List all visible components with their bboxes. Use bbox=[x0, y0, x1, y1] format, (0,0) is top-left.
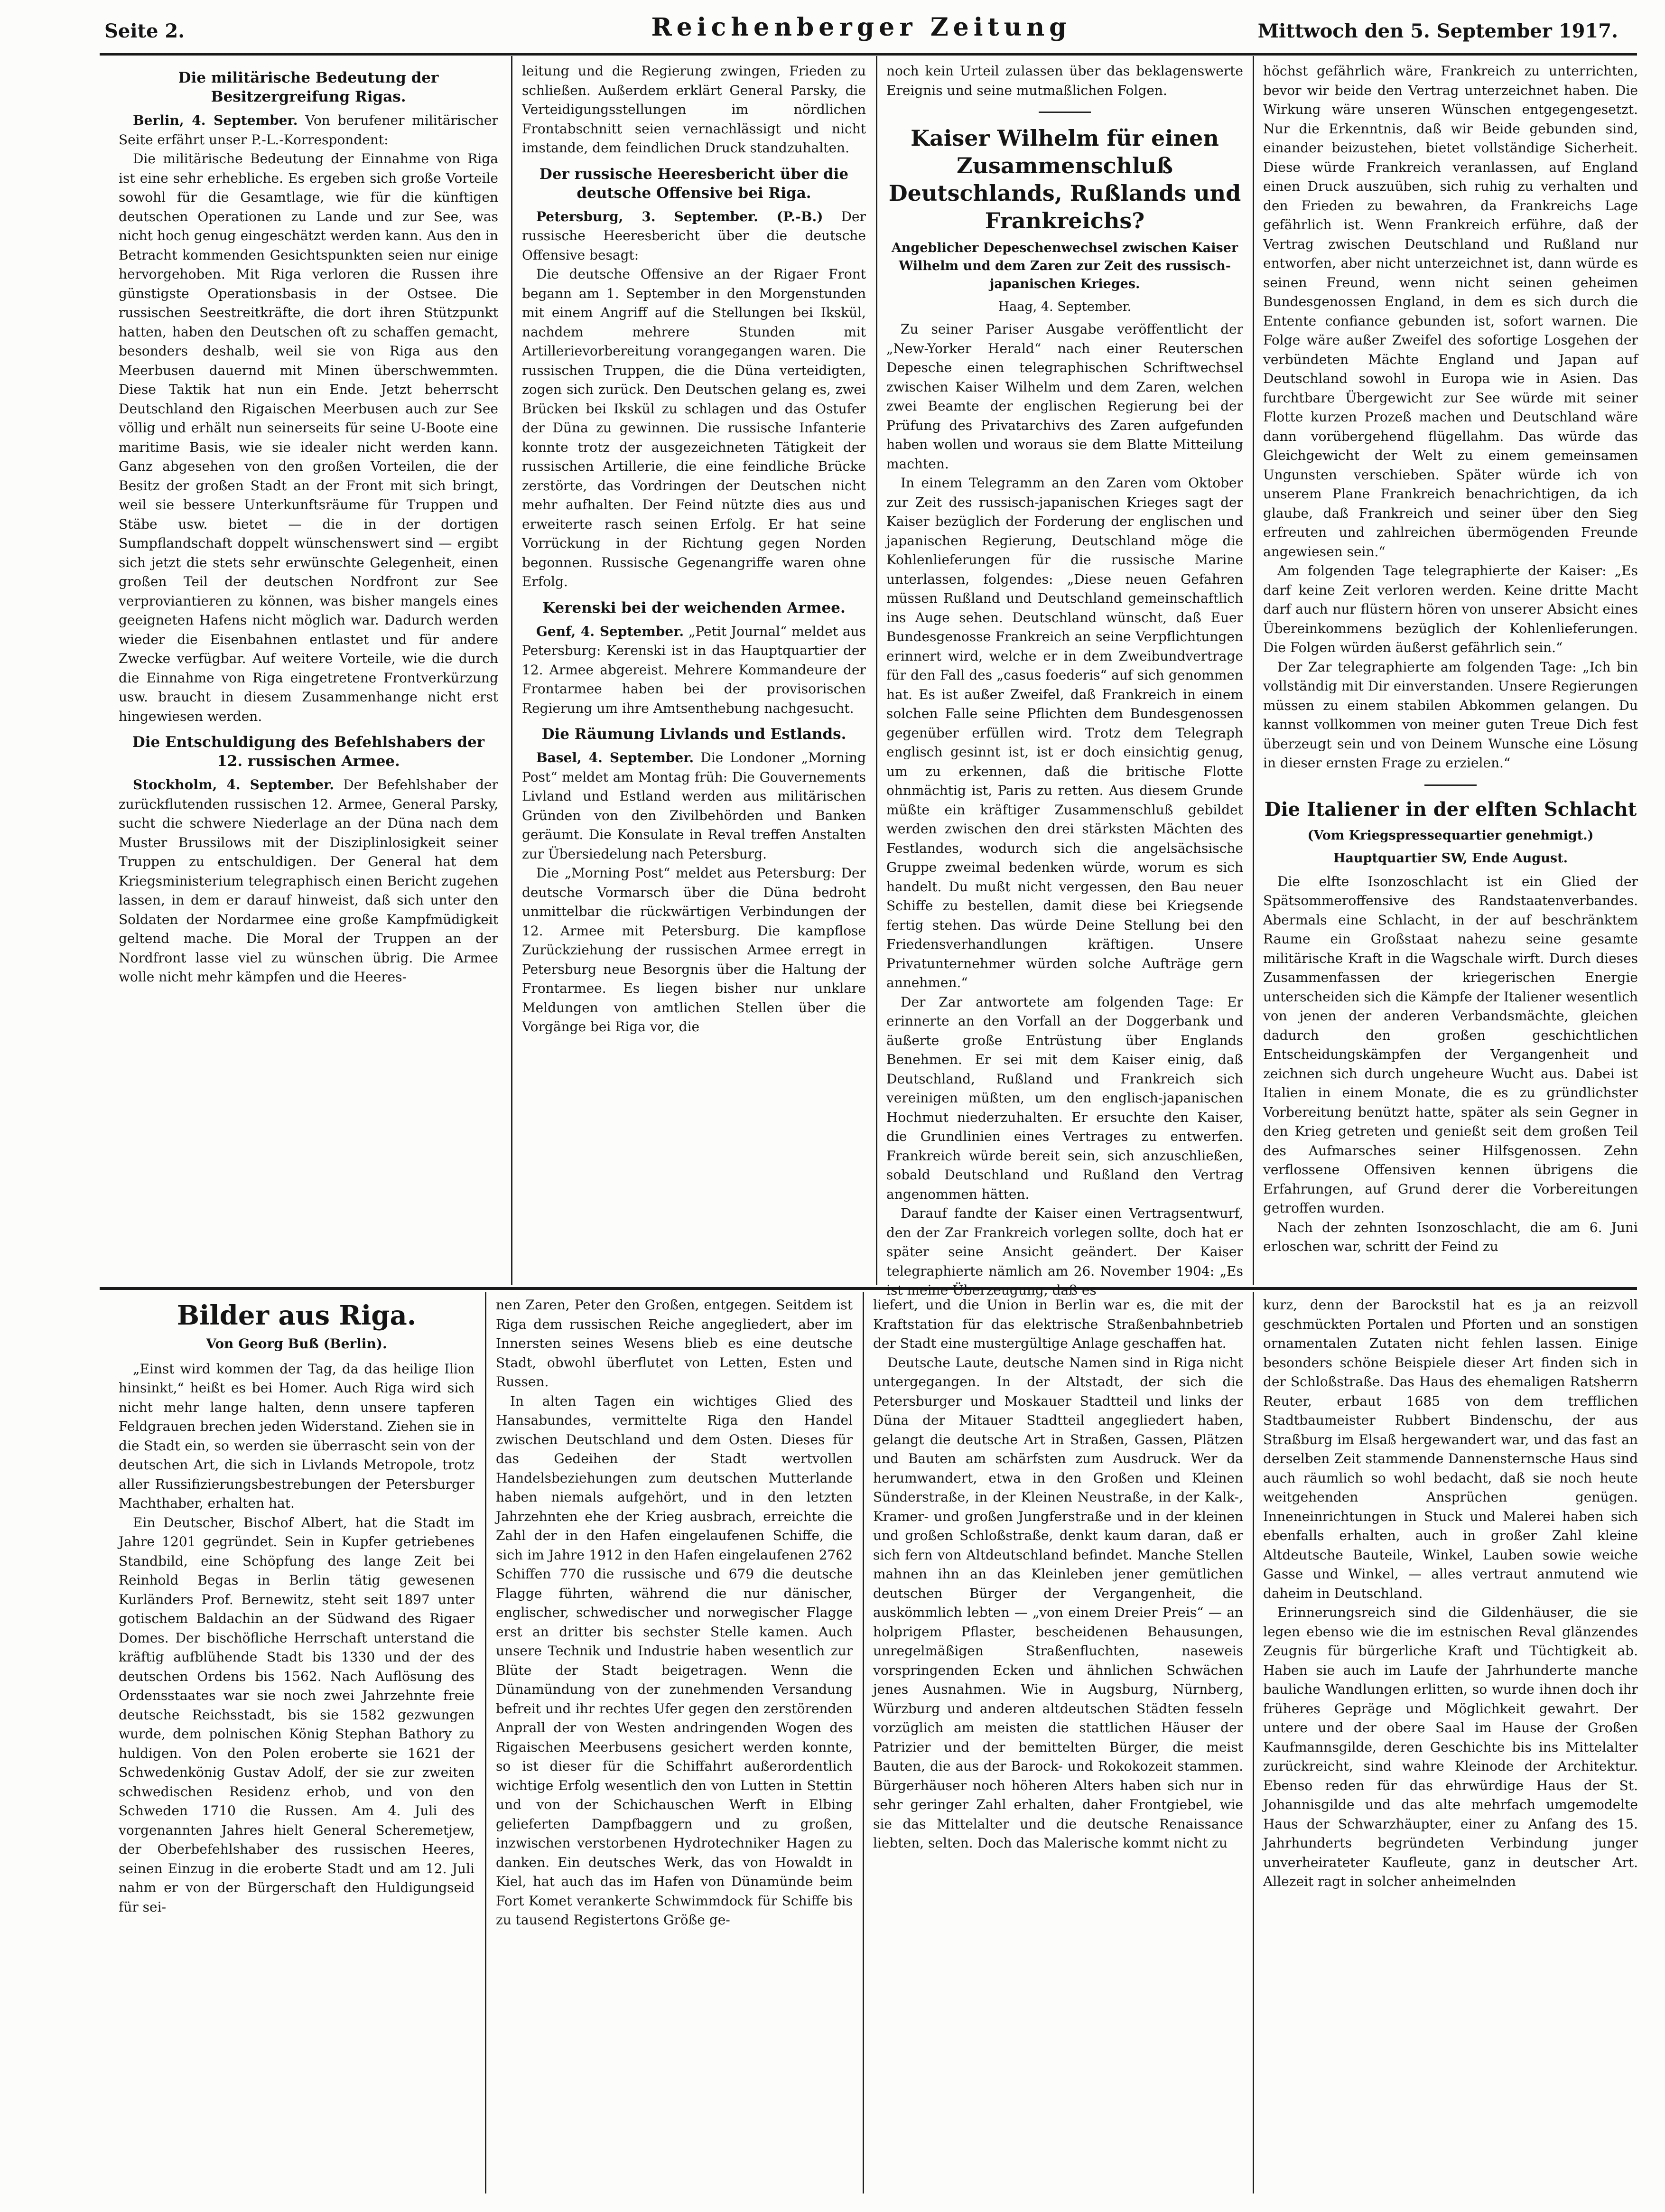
article-headline: Die militärische Bedeutung der Besitzergreifung Rigas. bbox=[178, 69, 439, 105]
dateline: Genf, 4. September. bbox=[536, 623, 684, 639]
article-text: Die Londoner „Morning Post“ meldet am Montag früh: Die Gouvernements Livland und Estland werden aus militärischen Gründen von den Zivilbehörden und Banken geräumt. Die Konsulate in Reval treffen Anstalten zur Übersiedelung nach Petersburg. bbox=[522, 750, 866, 862]
column-rule bbox=[1253, 56, 1254, 1285]
section-separator bbox=[1039, 112, 1091, 113]
column-4 bbox=[1263, 62, 1638, 1281]
article-text: Von berufener militärischer Seite erfährt unser P.-L.-Korrespondent: bbox=[119, 112, 499, 148]
feuilleton-author: Von Georg Buß (Berlin). bbox=[206, 1336, 387, 1352]
paper-name: Reichenberger Zeitung bbox=[651, 13, 1071, 42]
article-text: liefert, und die Union in Berlin war es, die mit der Kraftstation für das elektrische Straßenbahnbetrieb der Stadt eine mustergültige Anlage geschaffen hat. bbox=[873, 1297, 1243, 1351]
dateline: Petersburg, 3. September. (P.-B.) bbox=[536, 208, 823, 224]
dateline: Stockholm, 4. September. bbox=[133, 777, 334, 793]
feuilleton-rule bbox=[100, 1287, 1637, 1290]
dateline: Berlin, 4. September. bbox=[133, 112, 298, 128]
masthead-rule bbox=[100, 53, 1637, 56]
article-text: Die elfte Isonzoschlacht ist ein Glied der Spätsommeroffensive des Randstaatenverbandes. Abermals eine Schlacht, in der auf beschränktem Raume ein Großstaat nahezu seine gesamte militärische Kraft in die Wagschale wirft. Durch dieses Zusammenfassen der kriegerischen Energie unterscheiden sich die Kämpfe der Italiener wesentlich von jenen der anderen Verbandsmächte, gleichen dadurch den großen geschichtlichen Entscheidungskämpfen der Vergangenheit und zeichnen sich durch ungeheure Wucht aus. Dabei ist Italien in einem Monate, die es zu gründlichster Vorbereitung benützt hatte, später als sein Gegner in den Krieg getreten und genießt seit dem großen Teil des Aufmarsches seiner Hilfsgenossen. Zehn verflossene Offensiven kennen übrigens die Erfahrungen, auf Grund derer die Vorbereitungen getroffen wurden. bbox=[1263, 873, 1638, 1216]
article-headline: Kaiser Wilhelm für einen Zusammenschluß Deutschlands, Rußlands und Frankreichs? bbox=[888, 125, 1241, 233]
article-text: Nach der zehnten Isonzoschlacht, die am 6. Juni erloschen war, schritt der Feind zu bbox=[1263, 1219, 1638, 1254]
article-text: leitung und die Regierung zwingen, Frieden zu schließen. Außerdem erklärt General Parsky, die Verteidigungsstellungen im nördlichen Frontabschnitt seien vernachlässigt und nicht imstande, dem feindlichen Druck standzuhalten. bbox=[522, 63, 866, 156]
article-text: Deutsche Laute, deutsche Namen sind in Riga nicht untergegangen. In der Altstadt, der sich die Petersburger und Moskauer Stadtteil und links der Düna der Mitauer Stadtteil angegliedert haben, gelangt die deutsche Art in Straßen, Gassen, Plätzen und Bauten am schärfsten zum Ausdruck. Wer da herumwandert, etwa in den Großen und Kleinen Sünderstraße, in der Kleinen Neustraße, in der Kalk-, Kramer- und großen Jungferstraße und in der kleinen und großen Schloßstraße, denkt kaum daran, daß er sich fern von Altdeutschland befindet. Manche Stellen mahnen ihn an das Kleinleben jener gemütlichen deutschen Bürger der Vergangenheit, die auskömmlich lebten — „von einem Dreier Preis“ — an holprigem Pflaster, bescheidenen Behausungen, unregelmäßigen Straßenfluchten, naseweis vorspringenden Ecken und ähnlichen Schwächen jenes Ausnahmen. Wie in Augsburg, Nürnberg, Würzburg und anderen altdeutschen Städten fesseln vorzüglich am meisten die stattlichen Häuser der Patrizier und der bemittelten Bürger, die meist Bauten, die aus der Barock- und Rokokozeit stammen. Bürgerhäuser noch höheren Alters haben sich nur in sehr geringer Zahl erhalten, daher Frontgiebel, wie sie das Mittelalter und die deutsche Renaissance liebten, selten. Doch das Malerische kommt nicht zu bbox=[873, 1354, 1243, 1851]
article-text: Die „Morning Post“ meldet aus Petersburg: Der deutsche Vormarsch über die Düna bedroht unmittelbar die rückwärtigen Verbindungen der 12. Armee mit Petersburg. Die kampflose Zurückziehung der russischen Armee erregt in Petersburg neue Besorgnis über die Haltung der Frontarmee. Es liegen bisher nur unklare Meldungen von amtlichen Stellen über die Vorgänge bei Riga vor, die bbox=[522, 865, 866, 1035]
article-text: „Petit Journal“ meldet aus Petersburg: Kerenski ist in das Hauptquartier der 12. Armee abgereist. Mehrere Kommandeure der Frontarmee haben bei der provisorischen Regierung um ihre Amtsenthebung nachgesucht. bbox=[522, 623, 866, 716]
issue-date: Mittwoch den 5. September 1917. bbox=[1257, 20, 1618, 42]
article-text: nen Zaren, Peter den Großen, entgegen. Seitdem ist Riga dem russischen Reiche angegliedert, aber im Innersten seines Wesens blieb es eine deutsche Stadt, obwohl überflutet von Letten, Esten und Russen. bbox=[496, 1297, 853, 1390]
article-text: Der Befehlshaber der zurückflutenden russischen 12. Armee, General Parsky, sucht die schwere Niederlage an der Düna nach dem Muster Brussilows mit der Disziplinlosigkeit seiner Truppen zu entschuldigen. Der General hat dem Kriegsministerium telegraphisch einen Bericht zugehen lassen, in dem er darauf hinweist, daß sich unter den Soldaten der Nordarmee eine große Kampfmüdigkeit geltend mache. Die Moral der Truppen an der Nordfront lasse viel zu wünschen übrig. Die Armee wolle nicht mehr kämpfen und die Heeres- bbox=[119, 777, 498, 985]
masthead bbox=[104, 13, 1618, 50]
article-text: „Einst wird kommen der Tag, da das heilige Ilion hinsinkt,“ heißt es bei Homer. Auch Riga wird sich nicht mehr lange halten, denn unsere tapferen Feldgrauen brechen jeden Widerstand. Ziehen sie in die Stadt ein, so werden sie überrascht sein von der deutschen Art, die sich in Livlands Metropole, trotz aller Russifizierungsbestrebungen der Petersburger Machthaber, erhalten hat. bbox=[119, 1361, 474, 1511]
article-text: höchst gefährlich wäre, Frankreich zu unterrichten, bevor wir beide den Vertrag unterzeichnet haben. Die Wirkung wäre unseren Wünschen entgegengesetzt. Nur die Erkenntnis, daß wir Beide gebunden sind, einander beizustehen, bietet vollständige Sicherheit. Diese würde Frankreich veranlassen, auf England einen Druck auszuüben, sich ruhig zu verhalten und den Frieden zu bewahren, da Frankreichs Lage gefährlich ist. Wenn Frankreich erführe, daß der Vertrag zwischen Deutschland und Rußland nur entworfen, aber nicht unterzeichnet ist, dann würde es seinen Freund, wenn nicht seinen geheimen Bundesgenossen England, in dem es sich durch die Entente confiance gebunden ist, sofort warnen. Die Folge wäre außer Zweifel des sofortige Losgehen der verbündeten Mächte England und Japan auf Deutschland sowohl in Europa wie in Asien. Das furchtbare Übergewicht zur See würde mit seiner Flotte kurzen Prozeß machen und Deutschland wäre dann vorübergehend flügellahm. Das würde das Gleichgewicht der Welt zu einem gemeinsamen Ungunsten verschieben. Später würde ich von unserem Plane Frankreich benachrichtigen, da ich glaube, daß Frankreich und seiner über den Sieg erfreuten und zahlreichen übermögenden Freunde angewiesen sein.“ bbox=[1263, 63, 1638, 560]
article-headline: Die Räumung Livlands und Estlands. bbox=[541, 726, 846, 743]
article-text: In alten Tagen ein wichtiges Glied des Hansabundes, vermittelte Riga den Handel zwischen Deutschland und dem Osten. Dieses für das Gedeihen der Stadt wertvollen Handelsbeziehungen zum deutschen Mutterlande haben niemals aufgehört, und in den letzten Jahrzehnten ehe der Krieg ausbrach, erreichte die Zahl der in den Hafen eingelaufenen Schiffe, die sich im Jahre 1912 in den Hafen eingelaufenen 2762 Schiffen 770 die russische und 679 die deutsche Flagge führten, während die nur dänischer, englischer, schwedischer und norwegischer Flagge erst an dritter bis sechster Stelle kamen. Auch unsere Technik und Industrie haben wesentlich zur Blüte der Stadt beigetragen. Wenn die Dünamündung von der zunehmenden Versandung befreit und ihr rechtes Ufer gegen den zerstörenden Anprall der von Westen andringenden Wogen des Rigaischen Meerbusens gesichert werden konnte, so ist dieser für die Schiffahrt außerordentlich wichtige Erfolg wesentlich den von Lutten in Stettin und von der Schichauschen Werft in Elbing gelieferten Dampfbaggern und zu großen, inzwischen verstorbenen Hydrotechniker Hagen zu danken. Ein deutsches Werk, das von Howaldt in Kiel, hat auch das im Hafen von Dünamünde beim Fort Komet verankerte Schwimmdock für Schiffe bis zu tausend Registertons Größe ge- bbox=[496, 1393, 853, 1928]
page-number: Seite 2. bbox=[104, 20, 185, 42]
column-3 bbox=[886, 62, 1243, 1298]
column-1 bbox=[119, 62, 498, 1281]
article-text: Zu seiner Pariser Ausgabe veröffentlicht der „New-Yorker Herald“ nach einer Reuterschen Depesche einen telegraphischen Schriftwechsel zwischen Kaiser Wilhelm und dem Zaren, welchen zwei Beamte der englischen Regierung bei der Prüfung des Privatarchivs des Zaren aufgefunden haben wollen und woraus sie dem Blatte Mitteilung machten. bbox=[886, 321, 1243, 472]
column-rule bbox=[1253, 1292, 1254, 2193]
dateline: Haag, 4. September. bbox=[998, 299, 1132, 314]
article-text: Erinnerungsreich sind die Gildenhäuser, die sie legen ebenso wie die im estnischen Reval glänzendes Zeugnis für bürgerliche Kraft und Tüchtigkeit ab. Haben sie auch im Laufe der Jahrhunderte manche bauliche Wandlungen erlitten, so wurde ihnen doch ihr früheres Gepräge und Möglichkeit gewahrt. Der untere und der obere Saal im Hause der Großen Kaufmannsgilde, deren Geschichte bis ins Mittelalter zurückreicht, sind wahre Kleinode der Architektur. Ebenso reden für das ehrwürdige Haus der St. Johannisgilde und das alte mehrfach umgemodelte Haus der Schwarzhäupter, einer zu Anfang des 15. Jahrhunderts begründeten Verbindung junger unverheirateter Kaufleute, ganz in deutscher Art. Allezeit ragt in solcher anheimelnden bbox=[1263, 1605, 1638, 1889]
article-subheadline: (Vom Kriegspressequartier genehmigt.) bbox=[1307, 828, 1594, 843]
section-separator bbox=[1424, 784, 1477, 786]
article-text: Die militärische Bedeutung der Einnahme von Riga ist eine sehr erhebliche. Es ergeben sich große Vorteile sowohl für die Gesamtlage, wie für die künftigen deutschen Operationen zu Lande und zur See, was nicht hoch genug eingeschätzt werden kann. Aus den in Betracht kommenden Gesichtspunkten seien nur einige hervorgehoben. Mit Riga verloren die Russen ihre günstigste Operationsbasis in der Ostsee. Die russischen Seestreitkräfte, die dort ihren Stützpunkt hatten, haben den Deutschen oft zu schaffen gemacht, besonders deshalb, weil sie von Riga aus den Meerbusen dauernd mit Minen überschwemmten. Diese Taktik hat nun ein Ende. Jetzt beherrscht Deutschland den Rigaischen Meerbusen auch zur See völlig und erhält nun seinerseits für seine U-Boote eine maritime Basis, wie sie idealer nicht werden kann. Ganz abgesehen von den großen Vorteilen, die der Besitz der großen Stadt an der Front mit sich bringt, weil sie bessere Unterkunftsräume für Truppen und Stäbe usw. bietet — die in der dortigen Sumpflandschaft doppelt wünschenswert sind — ergibt sich jetzt die stets sehr erwünschte Gelegenheit, einen großen Teil der deutschen Nordfront zur See verproviantieren zu können, was bisher mangels eines geeigneten Hafens nicht möglich war. Dadurch werden wieder die Eisenbahnen entlastet und für andere Zwecke verfügbar. Auf weitere Vorteile, wie die durch die Einnahme von Riga eingetretene Frontverkürzung usw. braucht in diesem Zusammenhange nicht erst hingewiesen werden. bbox=[119, 151, 498, 724]
article-text: Der russische Heeresbericht über die deutsche Offensive besagt: bbox=[522, 208, 866, 263]
article-subheadline: Angeblicher Depeschenwechsel zwischen Kaiser Wilhelm und dem Zaren zur Zeit des russisch-japanischen Krieges. bbox=[891, 241, 1238, 291]
dateline: Basel, 4. September. bbox=[536, 750, 694, 765]
column-rule bbox=[511, 56, 512, 1285]
article-text: Am folgenden Tage telegraphierte der Kaiser: „Es darf keine Zeit verloren werden. Keine dritte Macht darf auch nur flüstern hören von unserer Absicht eines Übereinkommens bezüglich der Kohlenlieferungen. Die Folgen würden äußerst gefährlich sein.“ bbox=[1263, 563, 1638, 655]
article-text: Der Zar telegraphierte am folgenden Tage: „Ich bin vollständig mit Dir einverstanden. Unsere Regierungen müssen zu einem stabilen Abkommen gelangen. Du kannst vollkommen von meiner guten Treue Dich fest überzeugt sein und von Deinem Wunsche eine Lösung in dieser ernsten Frage zu erzielen.“ bbox=[1263, 659, 1638, 771]
article-text: Der Zar antwortete am folgenden Tage: Er erinnerte an den Vorfall an der Doggerbank und äußerte große Entrüstung über Englands Benehmen. Er sei mit dem Kaiser einig, daß Deutschland, Rußland und Frankreich sich vereinigen müßten, um den englisch-japanischen Hochmut niederzuhalten. Er ersuchte den Kaiser, die Grundlinien eines Vertrages zu entwerfen. Frankreich würde bereit sein, sich anzuschließen, sobald Deutschland und Rußland den Vertrag angenommen hätten. bbox=[886, 994, 1243, 1202]
article-headline: Die Italiener in der elften Schlacht bbox=[1264, 798, 1637, 821]
article-text: Ein Deutscher, Bischof Albert, hat die Stadt im Jahre 1201 gegründet. Sein in Kupfer getriebenes Standbild, eine Schöpfung des lange Zeit bei Reinhold Begas in Berlin tätig gewesenen Kurländers Prof. Bernewitz, steht seit 1897 unter gotischem Baldachin an der Südwand des Rigaer Domes. Der bischöfliche Herrschaft unterstand die kräftig aufblühende Stadt bis 1330 und der des deutschen Ordens bis 1562. Nach Auflösung des Ordensstaates war sie noch zwei Jahrzehnte freie deutsche Reichsstadt, bis sie 1582 gezwungen wurde, dem polnischen König Stephan Bathory zu huldigen. Von den Polen eroberte sie 1621 der Schwedenkönig Gustav Adolf, der sie zur zweiten schwedischen Residenz erhob, und von den Schweden 1710 die Russen. Am 4. Juli des vorgenannten Jahres hielt General Scheremetjew, der Oberbefehlshaber des russischen Heeres, seinen Einzug in die eroberte Stadt und am 12. Juli nahm er von der Bürgerschaft den Huldigungseid für sei- bbox=[119, 1514, 474, 1915]
article-headline: Die Entschuldigung des Befehlshabers der 12. russischen Armee. bbox=[132, 734, 485, 770]
article-text: Darauf fandte der Kaiser einen Vertragsentwurf, den der Zar Frankreich vorlegen sollte, doch hat er später seine Ansicht geändert. Der Kaiser telegraphierte nämlich am 26. November 1904: „Es ist meine Überzeugung, daß es bbox=[886, 1205, 1243, 1298]
column-rule bbox=[485, 1292, 486, 2193]
feuilleton-column-4 bbox=[1263, 1296, 1638, 2193]
feuilleton-column-2 bbox=[496, 1296, 853, 2193]
article-text: kurz, denn der Barockstil hat es ja an reizvoll geschmückten Portalen und Pforten und an sonstigen ornamentalen Zutaten nicht fehlen lassen. Einige besonders schöne Beispiele dieser Art finden sich in der Schloßstraße. Das Haus des ehemaligen Ratsherrn Reuter, erbaut 1685 von dem trefflichen Stadtbaumeister Rubbert Bindenschu, der aus Straßburg im Elsaß hergewandert war, und das fast an derselben Zeit stammende Dannensternsche Haus sind auch räumlich so wohl bedacht, daß sie noch heute weitgehenden Ansprüchen genügen. Inneneinrichtungen in Stuck und Malerei haben sich ebenfalls erhalten, auch in großer Zahl kleine Altdeutsche Bauteile, Winkel, Lauben sowie weiche Gasse und Winkel, — alles vertraut anmutend wie daheim in Deutschland. bbox=[1263, 1297, 1638, 1601]
article-text: noch kein Urteil zulassen über das beklagenswerte Ereignis und seine mutmaßlichen Folgen. bbox=[886, 63, 1243, 98]
feuilleton-headline: Bilder aus Riga. bbox=[177, 1300, 417, 1331]
column-rule bbox=[876, 56, 877, 1285]
dateline: Hauptquartier SW, Ende August. bbox=[1333, 850, 1568, 866]
column-rule bbox=[863, 1292, 864, 2193]
article-text: In einem Telegramm an den Zaren vom Oktober zur Zeit des russisch-japanischen Krieges sagt der Kaiser bezüglich der Forderung der englischen und japanischen Regierung, Deutschland möge die Kohlenlieferungen für die russische Marine unterlassen, folgendes: „Diese neuen Gefahren müssen Rußland und Deutschland gemeinschaftlich ins Auge sehen. Deutschland wünscht, daß Euer Bundesgenosse Frankreich an seine Verpflichtungen erinnert wird, welche er in dem Zweibundvertrage für den Fall des „casus foederis“ auf sich genommen hat. Es ist außer Zweifel, daß Frankreich in einem solchen Falle seine Pflichten dem Bundesgenossen gegenüber erfüllen wird. Trotz dem Telegraph englisch gesinnt ist, ist er doch einsichtig genug, um zu erkennen, daß die britische Flotte ohnmächtig ist, Paris zu retten. Aus diesem Grunde müßte ein kräftiger Zusammenschluß gebildet werden zwischen den drei stärksten Mächten des Festlandes, wodurch sich die angelsächsische Gruppe zweimal bedenken würde, worum es sich handelt. Du mußt nicht vergessen, den Bau neuer Schiffe zu bestellen, damit diese bei Kriegsende fertig stehen. Das würde Deine Stellung bei den Friedensverhandlungen kräftigen. Unsere Privatunternehmer würden solche Aufträge gern annehmen.“ bbox=[886, 475, 1243, 990]
feuilleton-column-3 bbox=[873, 1296, 1243, 2193]
article-headline: Der russische Heeresbericht über die deutsche Offensive bei Riga. bbox=[539, 165, 849, 202]
column-2 bbox=[522, 62, 866, 1281]
feuilleton-column-1 bbox=[119, 1296, 474, 2193]
article-headline: Kerenski bei der weichenden Armee. bbox=[542, 599, 846, 616]
article-text: Die deutsche Offensive an der Rigaer Front begann am 1. September in den Morgenstunden mit einem Angriff auf die Stellungen bei Ikskül, nachdem mehrere Stunden mit Artillerievorbereitung vorangegangen waren. Die russischen Truppen, die die Düna verteidigten, zogen sich zurück. Den Deutschen gelang es, zwei Brücken bei Ikskül zu schlagen und das Ostufer der Düna zu gewinnen. Die russische Infanterie konnte trotz der ausgezeichneten Tätigkeit der russischen Artillerie, die eine feindliche Brücke zerstörte, das Vordringen der Deutschen nicht mehr aufhalten. Der Feind nützte dies aus und erweiterte rasch seinen Erfolg. Er hat seine Vorrückung in der Richtung gegen Norden begonnen. Russische Gegenangriffe waren ohne Erfolg. bbox=[522, 266, 866, 589]
